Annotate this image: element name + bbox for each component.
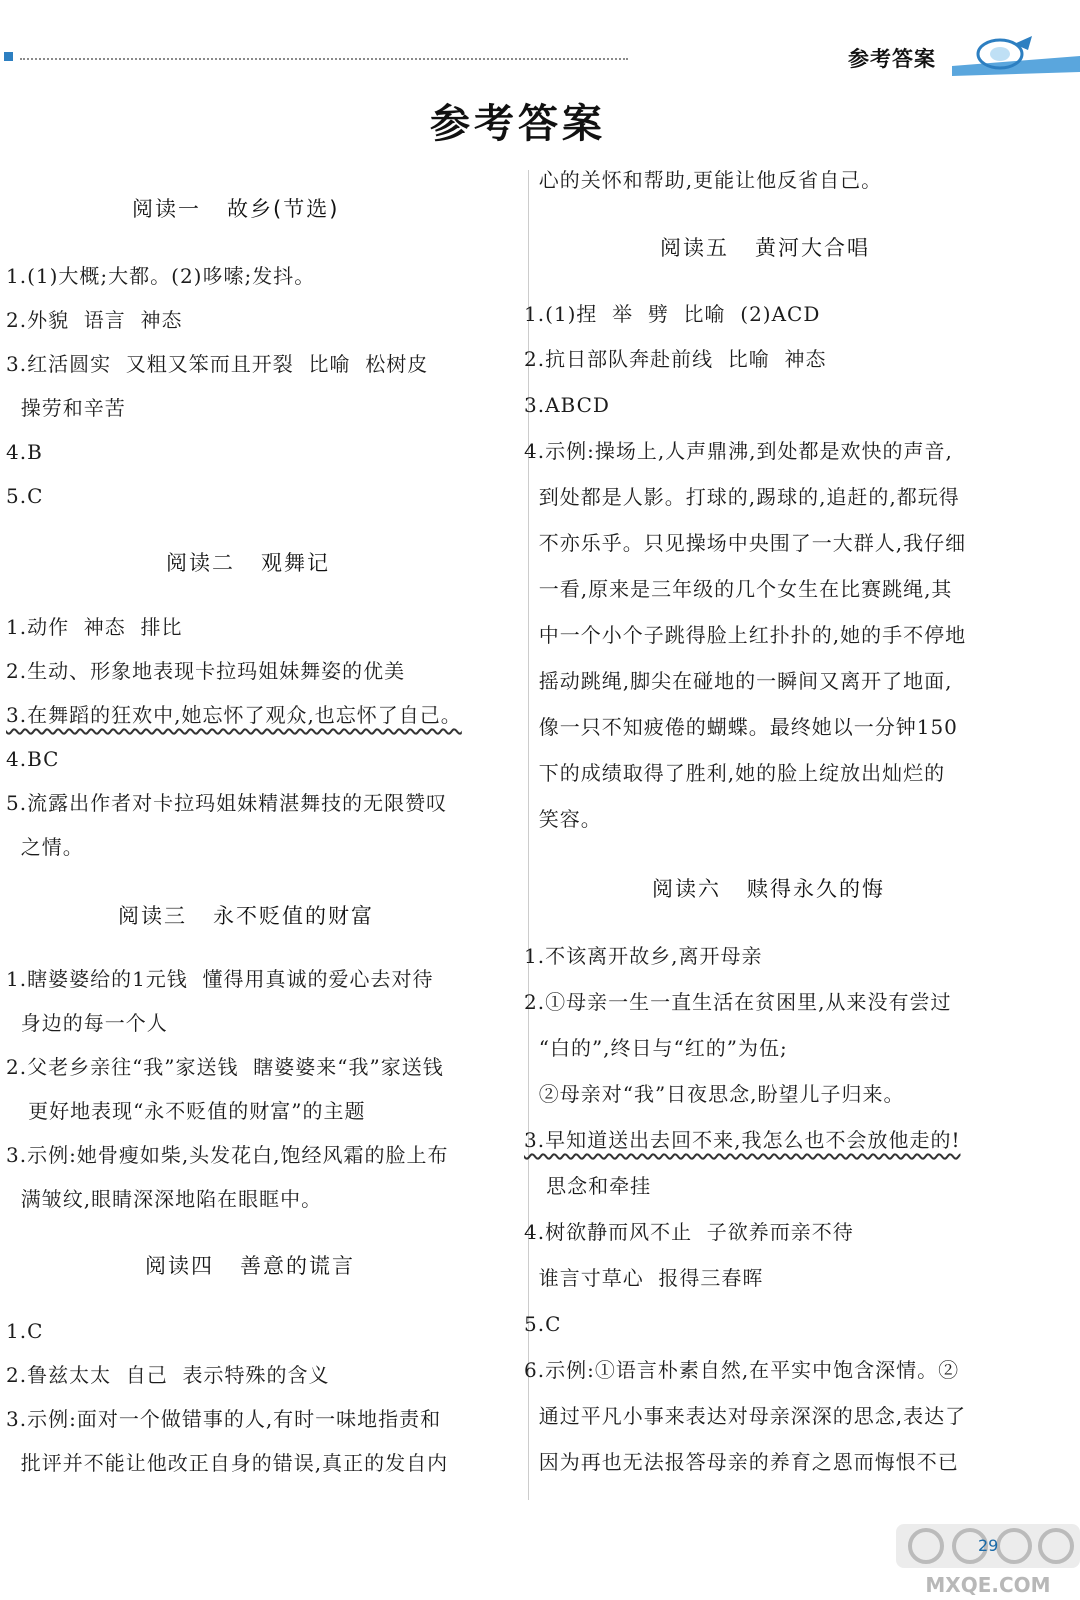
answer-line: 谁言寸草心 报得三春晖 — [524, 1266, 764, 1290]
answer-line: 摇动跳绳,脚尖在碰地的一瞬间又离开了地面, — [524, 669, 953, 693]
answer-line: 之情。 — [6, 835, 84, 859]
answer-line: 3.示例:面对一个做错事的人,有时一味地指责和 — [6, 1407, 442, 1431]
answer-line: 6.示例:①语言朴素自然,在平实中饱含深情。② — [524, 1358, 960, 1382]
answer-line: 2.生动、形象地表现卡拉玛姐妹舞姿的优美 — [6, 659, 406, 683]
header-decoration-icon — [952, 26, 1080, 82]
answer-line: 下的成绩取得了胜利,她的脸上绽放出灿烂的 — [524, 761, 946, 785]
answer-line: 4.树欲静而风不止 子欲养而亲不待 — [524, 1220, 854, 1244]
answer-line: 5.流露出作者对卡拉玛姐妹精湛舞技的无限赞叹 — [6, 791, 448, 815]
page-title: 参考答案 — [430, 101, 606, 147]
section-title-1: 阅读一 故乡(节选) — [132, 197, 340, 221]
answer-line: 像一只不知疲倦的蝴蝶。最终她以一分钟150 — [524, 715, 958, 739]
answer-line: 批评并不能让他改正自身的错误,真正的发自内 — [6, 1451, 449, 1475]
answer-line-underlined: 3.在舞蹈的狂欢中,她忘怀了观众,也忘怀了自己。 — [6, 703, 462, 727]
answer-line: “白的”,终日与“红的”为伍; — [524, 1036, 788, 1060]
watermark-text: MXQE.COM — [925, 1573, 1051, 1597]
answer-line: 1.瞎婆婆给的1元钱 懂得用真诚的爱心去对待 — [6, 967, 434, 991]
answer-line: 1.动作 神态 排比 — [6, 615, 183, 639]
page-number: 29 — [978, 1536, 999, 1555]
answer-line: 笑容。 — [524, 807, 602, 831]
answer-line: 3.示例:她骨瘦如柴,头发花白,饱经风霜的脸上布 — [6, 1143, 449, 1167]
answer-line: 1.C — [6, 1319, 44, 1343]
section-title-5: 阅读五 黄河大合唱 — [660, 236, 871, 260]
answer-line-underlined: 3.早知道送出去回不来,我怎么也不会放他走的! — [524, 1128, 961, 1152]
answer-line: 1.(1)大概;大都。(2)哆嗦;发抖。 — [6, 264, 316, 288]
answer-line: ②母亲对“我”日夜思念,盼望儿子归来。 — [524, 1082, 905, 1106]
answer-line: 1.不该离开故乡,离开母亲 — [524, 944, 763, 968]
section-title-2: 阅读二 观舞记 — [166, 551, 331, 575]
answer-line: 通过平凡小事来表达对母亲深深的思念,表达了 — [524, 1404, 967, 1428]
answer-line: 4.BC — [6, 747, 60, 771]
answer-line: 2.抗日部队奔赴前线 比喻 神态 — [524, 347, 827, 371]
answer-line: 1.(1)捏 举 劈 比喻 (2)ACD — [524, 302, 821, 326]
section-title-4: 阅读四 善意的谎言 — [145, 1254, 356, 1278]
section-title-3: 阅读三 永不贬值的财富 — [118, 904, 375, 928]
answer-line: 4.B — [6, 440, 43, 464]
answer-line: 2.①母亲一生一直生活在贫困里,从来没有尝过 — [524, 990, 952, 1014]
watermark-logo — [896, 1518, 1080, 1598]
header-square-marker — [4, 52, 13, 61]
answer-line: 心的关怀和帮助,更能让他反省自己。 — [524, 168, 883, 192]
answer-line: 身边的每一个人 — [6, 1011, 168, 1035]
header-label: 参考答案 — [848, 47, 936, 71]
answer-line: 到处都是人影。打球的,踢球的,追赶的,都玩得 — [524, 485, 960, 509]
answer-line: 2.鲁兹太太 自己 表示特殊的含义 — [6, 1363, 330, 1387]
answer-line: 4.示例:操场上,人声鼎沸,到处都是欢快的声音, — [524, 439, 953, 463]
answer-line: 3.ABCD — [524, 393, 610, 417]
answer-line: 因为再也无法报答母亲的养育之恩而悔恨不已 — [524, 1450, 959, 1474]
answer-line: 中一个小个子跳得脸上红扑扑的,她的手不停地 — [524, 623, 967, 647]
answer-line: 2.外貌 语言 神态 — [6, 308, 183, 332]
answer-line: 操劳和辛苦 — [6, 396, 126, 420]
answer-line: 一看,原来是三年级的几个女生在比赛跳绳,其 — [524, 577, 953, 601]
section-title-6: 阅读六 赎得永久的悔 — [652, 877, 886, 901]
answer-line: 2.父老乡亲往“我”家送钱 瞎婆婆来“我”家送钱 — [6, 1055, 444, 1079]
answer-line: 3.红活圆实 又粗又笨而且开裂 比喻 松树皮 — [6, 352, 429, 376]
answer-line: 思念和牵挂 — [524, 1174, 652, 1198]
answer-line: 5.C — [6, 484, 44, 508]
answer-line: 更好地表现“永不贬值的财富”的主题 — [6, 1099, 366, 1123]
answer-line: 满皱纹,眼睛深深地陷在眼眶中。 — [6, 1187, 323, 1211]
answer-line: 5.C — [524, 1312, 562, 1336]
header-dotted-rule — [20, 58, 628, 60]
answer-line: 不亦乐乎。只见操场中央围了一大群人,我仔细 — [524, 531, 967, 555]
